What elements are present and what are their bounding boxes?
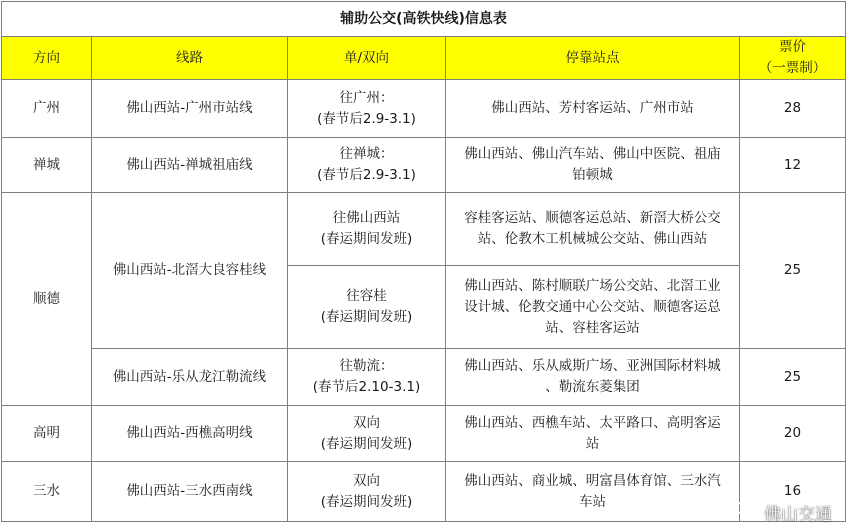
route-cell: 佛山西站-禅城祖庙线: [92, 138, 288, 193]
stops-line: 容桂客运站、顺德客运总站、新滘大桥公交: [464, 210, 721, 226]
way-period: (春节后2.9-3.1): [317, 167, 416, 183]
stops-line: 佛山西站、西樵车站、太平路口、高明客运: [464, 414, 721, 431]
stops-line: 、勒流东菱集团: [545, 379, 640, 395]
table-row: [2, 80, 846, 138]
stops-line: 车站: [579, 493, 606, 510]
route-cell: 佛山西站-西樵高明线: [92, 406, 288, 462]
header-way: 单/双向: [288, 37, 446, 80]
way-cell: [288, 406, 446, 462]
stops-line: 佛山西站、佛山汽车站、佛山中医院、祖庙: [464, 146, 721, 162]
way-label: 双向: [353, 472, 380, 489]
way-cell: [288, 462, 446, 522]
route-cell: 佛山西站-三水西南线: [92, 462, 288, 522]
wechat-icon: [736, 500, 760, 525]
fare-cell: 28: [740, 80, 846, 138]
stops-cell: 佛山西站、芳村客运站、广州市站: [446, 80, 740, 138]
stops-line: 设计城、伦教交通中心公交站、顺德客运总: [464, 298, 721, 315]
way-label: 往佛山西站: [332, 210, 401, 226]
direction-cell: 顺德: [2, 193, 92, 406]
route-cell: 佛山西站-乐从龙江勒流线: [92, 349, 288, 406]
header-stops: 停靠站点: [446, 37, 740, 80]
fare-cell: 25: [740, 193, 846, 349]
way-period: (春运期间发班): [320, 435, 413, 452]
way-cell: [288, 193, 446, 266]
stops-line: 站、伦教木工机械城公交站、佛山西站: [477, 231, 708, 247]
direction-cell: 三水: [2, 462, 92, 522]
way-cell: [288, 266, 446, 349]
table-row: [2, 193, 846, 266]
stops-cell: [446, 406, 740, 462]
stops-line: 站: [585, 435, 600, 452]
stops-cell: [446, 266, 740, 349]
way-period: (春运期间发班): [320, 493, 413, 510]
fare-cell: 12: [740, 138, 846, 193]
way-cell: [288, 80, 446, 138]
header-fare-label: 票价: [779, 39, 807, 55]
direction-cell: 高明: [2, 406, 92, 462]
table-title: 辅助公交(高铁快线)信息表: [2, 2, 846, 37]
stops-line: 站、容桂客运站: [545, 319, 640, 336]
stops-line: 佛山西站、商业城、明富昌体育馆、三水汽: [464, 472, 721, 489]
header-row: [2, 37, 846, 80]
stops-cell: [446, 462, 740, 522]
way-cell: [288, 349, 446, 406]
fare-cell: 20: [740, 406, 846, 462]
direction-cell: 禅城: [2, 138, 92, 193]
table-row: [2, 138, 846, 193]
way-label: 往广州：: [339, 89, 394, 106]
fare-cell: 16: [740, 462, 846, 522]
way-label: 往容桂: [346, 288, 387, 304]
stops-line: 佛山西站、乐从威斯广场、亚洲国际材料城: [464, 358, 721, 374]
stops-cell: [446, 349, 740, 406]
way-period: (春节后2.9-3.1): [317, 110, 416, 127]
stops-line: 铂顿城: [572, 167, 613, 183]
way-label: 往禅城：: [339, 146, 394, 162]
stops-line: 佛山西站、陈村顺联广场公交站、北滘工业: [464, 277, 721, 294]
stops-cell: [446, 138, 740, 193]
bus-info-table: [1, 1, 846, 522]
route-cell: 佛山西站-广州市站线: [92, 80, 288, 138]
fare-cell: 25: [740, 349, 846, 406]
way-label: 双向: [353, 414, 380, 431]
header-route: 线路: [92, 37, 288, 80]
direction-cell: 广州: [2, 80, 92, 138]
table-row: [2, 349, 846, 406]
route-cell: 佛山西站-北滘大良容桂线: [92, 193, 288, 349]
way-period: (春运期间发班): [320, 309, 413, 325]
table-row: [2, 406, 846, 462]
way-period: (春节后2.10-3.1): [312, 379, 421, 395]
header-direction: 方向: [2, 37, 92, 80]
watermark: [736, 500, 832, 525]
header-fare: [740, 37, 846, 80]
way-cell: [288, 138, 446, 193]
watermark-text: 佛山交通: [764, 505, 832, 525]
table-row: [2, 462, 846, 522]
stops-cell: [446, 193, 740, 266]
way-period: (春运期间发班): [320, 231, 413, 247]
header-fare-note: （一票制）: [758, 60, 827, 76]
way-label: 往勒流：: [339, 358, 394, 374]
